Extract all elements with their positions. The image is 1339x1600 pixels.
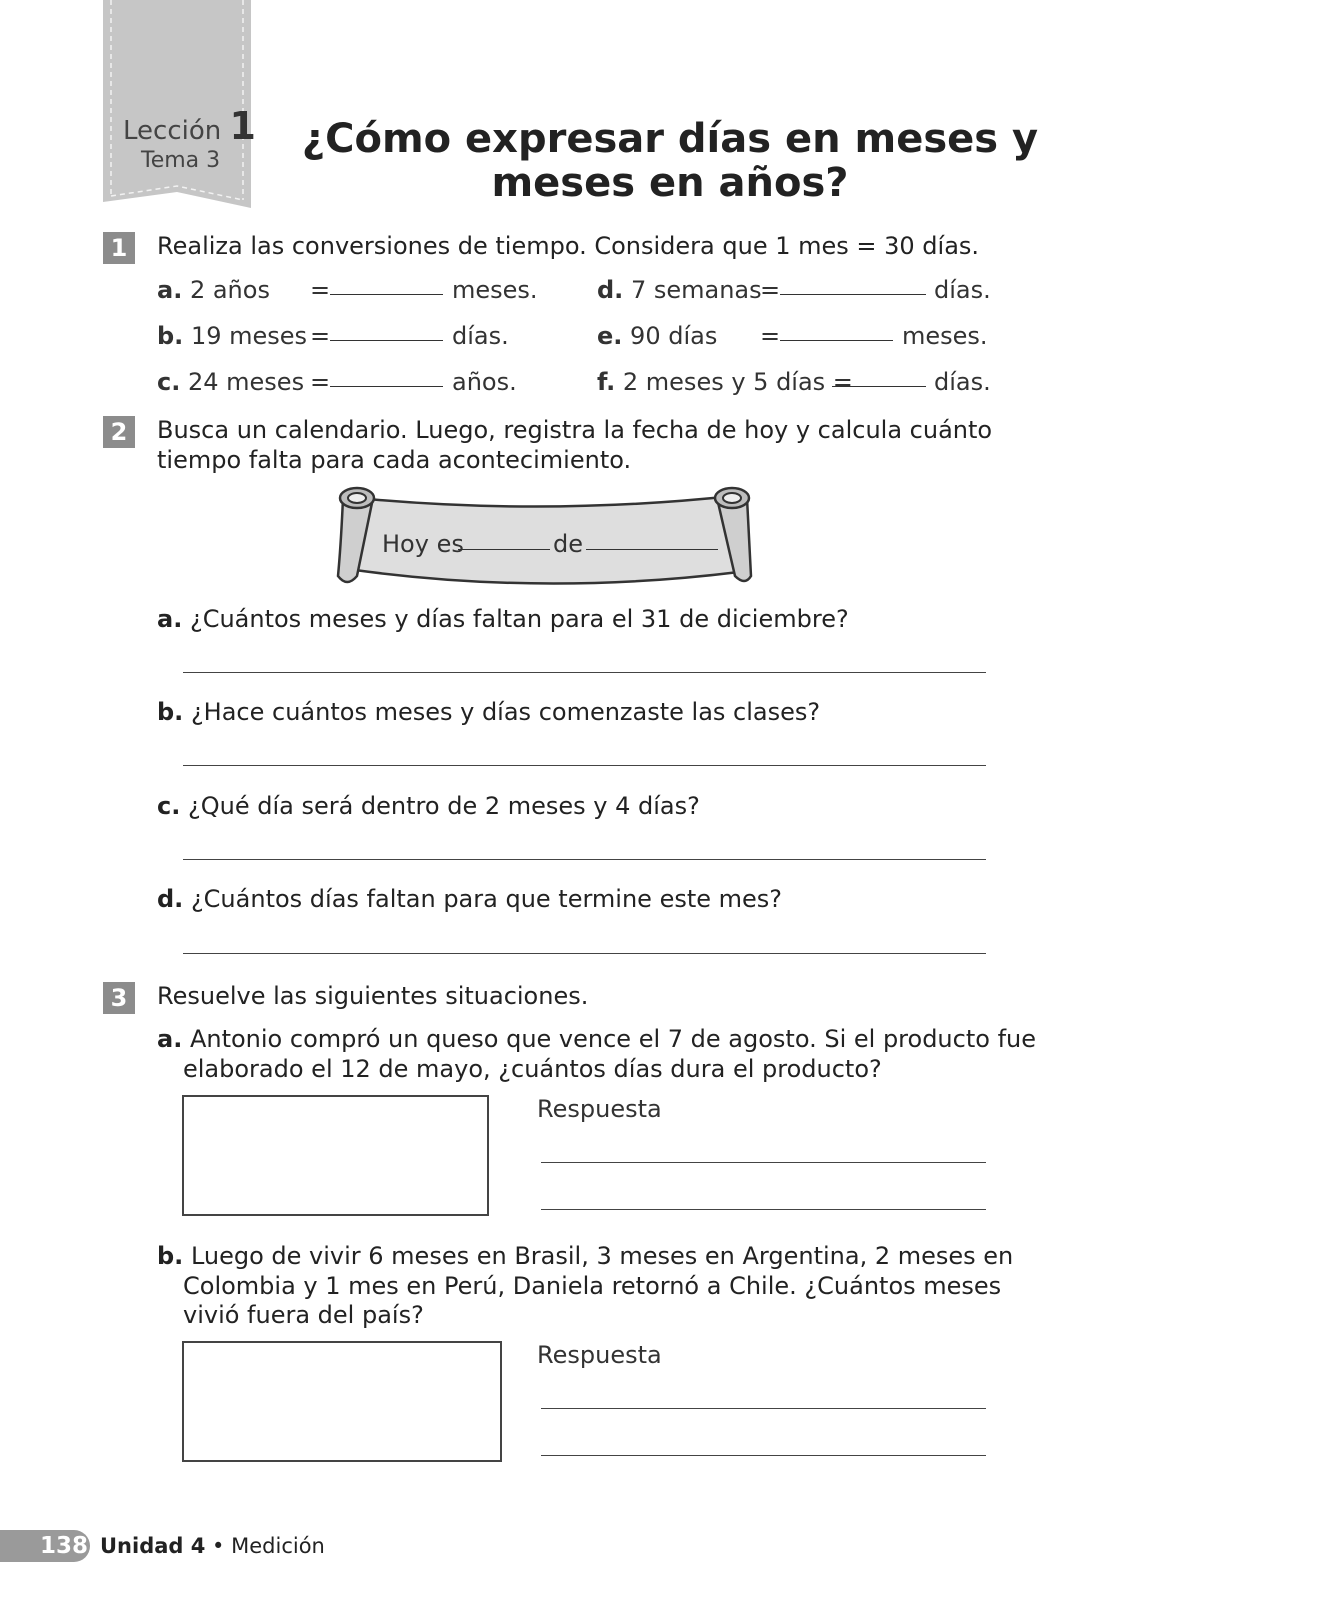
item-letter: b. (157, 322, 184, 350)
title-line-1: ¿Cómo expresar días en meses y (301, 116, 1039, 162)
bullet: • (212, 1534, 225, 1558)
lesson-label (123, 104, 256, 148)
answer-blank[interactable] (780, 294, 926, 295)
title-line-2: meses en años? (491, 160, 849, 206)
item-letter: c. (157, 368, 181, 396)
conversion-from: 24 meses (187, 368, 305, 396)
work-box[interactable] (182, 1341, 502, 1462)
footer-unit (100, 1534, 325, 1558)
answer-line[interactable] (183, 953, 986, 954)
exercise-2-badge: 2 (103, 416, 135, 448)
conversion-from: 2 meses y 5 días = (622, 368, 853, 396)
conversion-e (597, 322, 717, 350)
conversion-unit: meses. (452, 276, 538, 304)
answer-line[interactable] (541, 1455, 986, 1456)
exercise-2-instruction-line-1: Busca un calendario. Luego, registra la fecha de hoy y calcula cuánto (157, 416, 993, 444)
conversion-unit: días. (934, 276, 991, 304)
item-letter: c. (157, 792, 181, 820)
scroll-day-blank[interactable] (458, 549, 550, 550)
question-text: ¿Qué día será dentro de 2 meses y 4 días? (187, 792, 700, 820)
item-letter: b. (157, 698, 184, 726)
scroll-today-label: Hoy es (382, 530, 464, 558)
problem-b-line-2: Colombia y 1 mes en Perú, Daniela retornó a Chile. ¿Cuántos meses (183, 1272, 1002, 1300)
problem-b-line-1 (157, 1242, 1013, 1270)
conversion-b (157, 322, 307, 350)
problem-a-line-2: elaborado el 12 de mayo, ¿cuántos días dura el producto? (183, 1055, 882, 1083)
page-number: 138 (40, 1533, 89, 1559)
exercise-2-instruction-line-2: tiempo falta para cada acontecimiento. (157, 446, 632, 474)
answer-line[interactable] (541, 1162, 986, 1163)
conversion-unit: días. (934, 368, 991, 396)
conversion-unit: meses. (902, 322, 988, 350)
item-letter: a. (157, 605, 183, 633)
problem-text: Luego de vivir 6 meses en Brasil, 3 meses en Argentina, 2 meses en (190, 1242, 1014, 1270)
question-text: ¿Hace cuántos meses y días comenzaste las clases? (190, 698, 821, 726)
topic-label: Tema 3 (141, 148, 221, 173)
conversion-unit: años. (452, 368, 517, 396)
answer-blank[interactable] (780, 340, 893, 341)
answer-blank[interactable] (330, 386, 443, 387)
question-b (157, 698, 820, 726)
lesson-number: 1 (229, 104, 256, 148)
equals-sign: = (310, 276, 331, 304)
equals-sign: = (310, 322, 331, 350)
work-box[interactable] (182, 1095, 489, 1216)
equals-sign: = (760, 276, 781, 304)
exercise-3-instruction: Resuelve las siguientes situaciones. (157, 982, 589, 1010)
equals-sign: = (310, 368, 331, 396)
item-letter: f. (597, 368, 616, 396)
answer-line[interactable] (183, 765, 986, 766)
problem-text: Antonio compró un queso que vence el 7 de agosto. Si el producto fue (189, 1025, 1036, 1053)
conversion-from: 2 años (189, 276, 270, 304)
unit-label: Unidad 4 (100, 1534, 206, 1558)
problem-b-line-3: vivió fuera del país? (183, 1301, 424, 1329)
question-text: ¿Cuántos meses y días faltan para el 31 de diciembre? (189, 605, 849, 633)
conversion-a (157, 276, 270, 304)
question-text: ¿Cuántos días faltan para que termine este mes? (190, 885, 783, 913)
answer-line[interactable] (183, 672, 986, 673)
answer-label: Respuesta (537, 1341, 662, 1369)
conversion-from: 7 semanas (630, 276, 762, 304)
conversion-f (597, 368, 853, 396)
page-title (280, 117, 1060, 205)
answer-blank[interactable] (330, 294, 443, 295)
item-letter: b. (157, 1242, 184, 1270)
conversion-d (597, 276, 762, 304)
unit-name: Medición (231, 1534, 325, 1558)
question-c (157, 792, 700, 820)
item-letter: e. (597, 322, 623, 350)
question-a (157, 605, 849, 633)
item-letter: d. (597, 276, 624, 304)
problem-a-line-1 (157, 1025, 1036, 1053)
exercise-3-badge: 3 (103, 982, 135, 1014)
lesson-label-text: Lección (123, 116, 222, 146)
item-letter: d. (157, 885, 184, 913)
equals-sign: = (760, 322, 781, 350)
question-d (157, 885, 782, 913)
exercise-1-instruction: Realiza las conversiones de tiempo. Considera que 1 mes = 30 días. (157, 232, 980, 260)
conversion-unit: días. (452, 322, 509, 350)
answer-label: Respuesta (537, 1095, 662, 1123)
item-letter: a. (157, 1025, 183, 1053)
conversion-from: 19 meses (190, 322, 308, 350)
item-letter: a. (157, 276, 183, 304)
scroll-month-blank[interactable] (586, 549, 718, 550)
exercise-1-badge: 1 (103, 232, 135, 264)
conversion-from: 90 días (630, 322, 718, 350)
answer-line[interactable] (541, 1209, 986, 1210)
answer-blank[interactable] (832, 386, 926, 387)
scroll-de-label: de (553, 530, 583, 558)
answer-line[interactable] (541, 1408, 986, 1409)
answer-blank[interactable] (330, 340, 443, 341)
conversion-c (157, 368, 304, 396)
answer-line[interactable] (183, 859, 986, 860)
